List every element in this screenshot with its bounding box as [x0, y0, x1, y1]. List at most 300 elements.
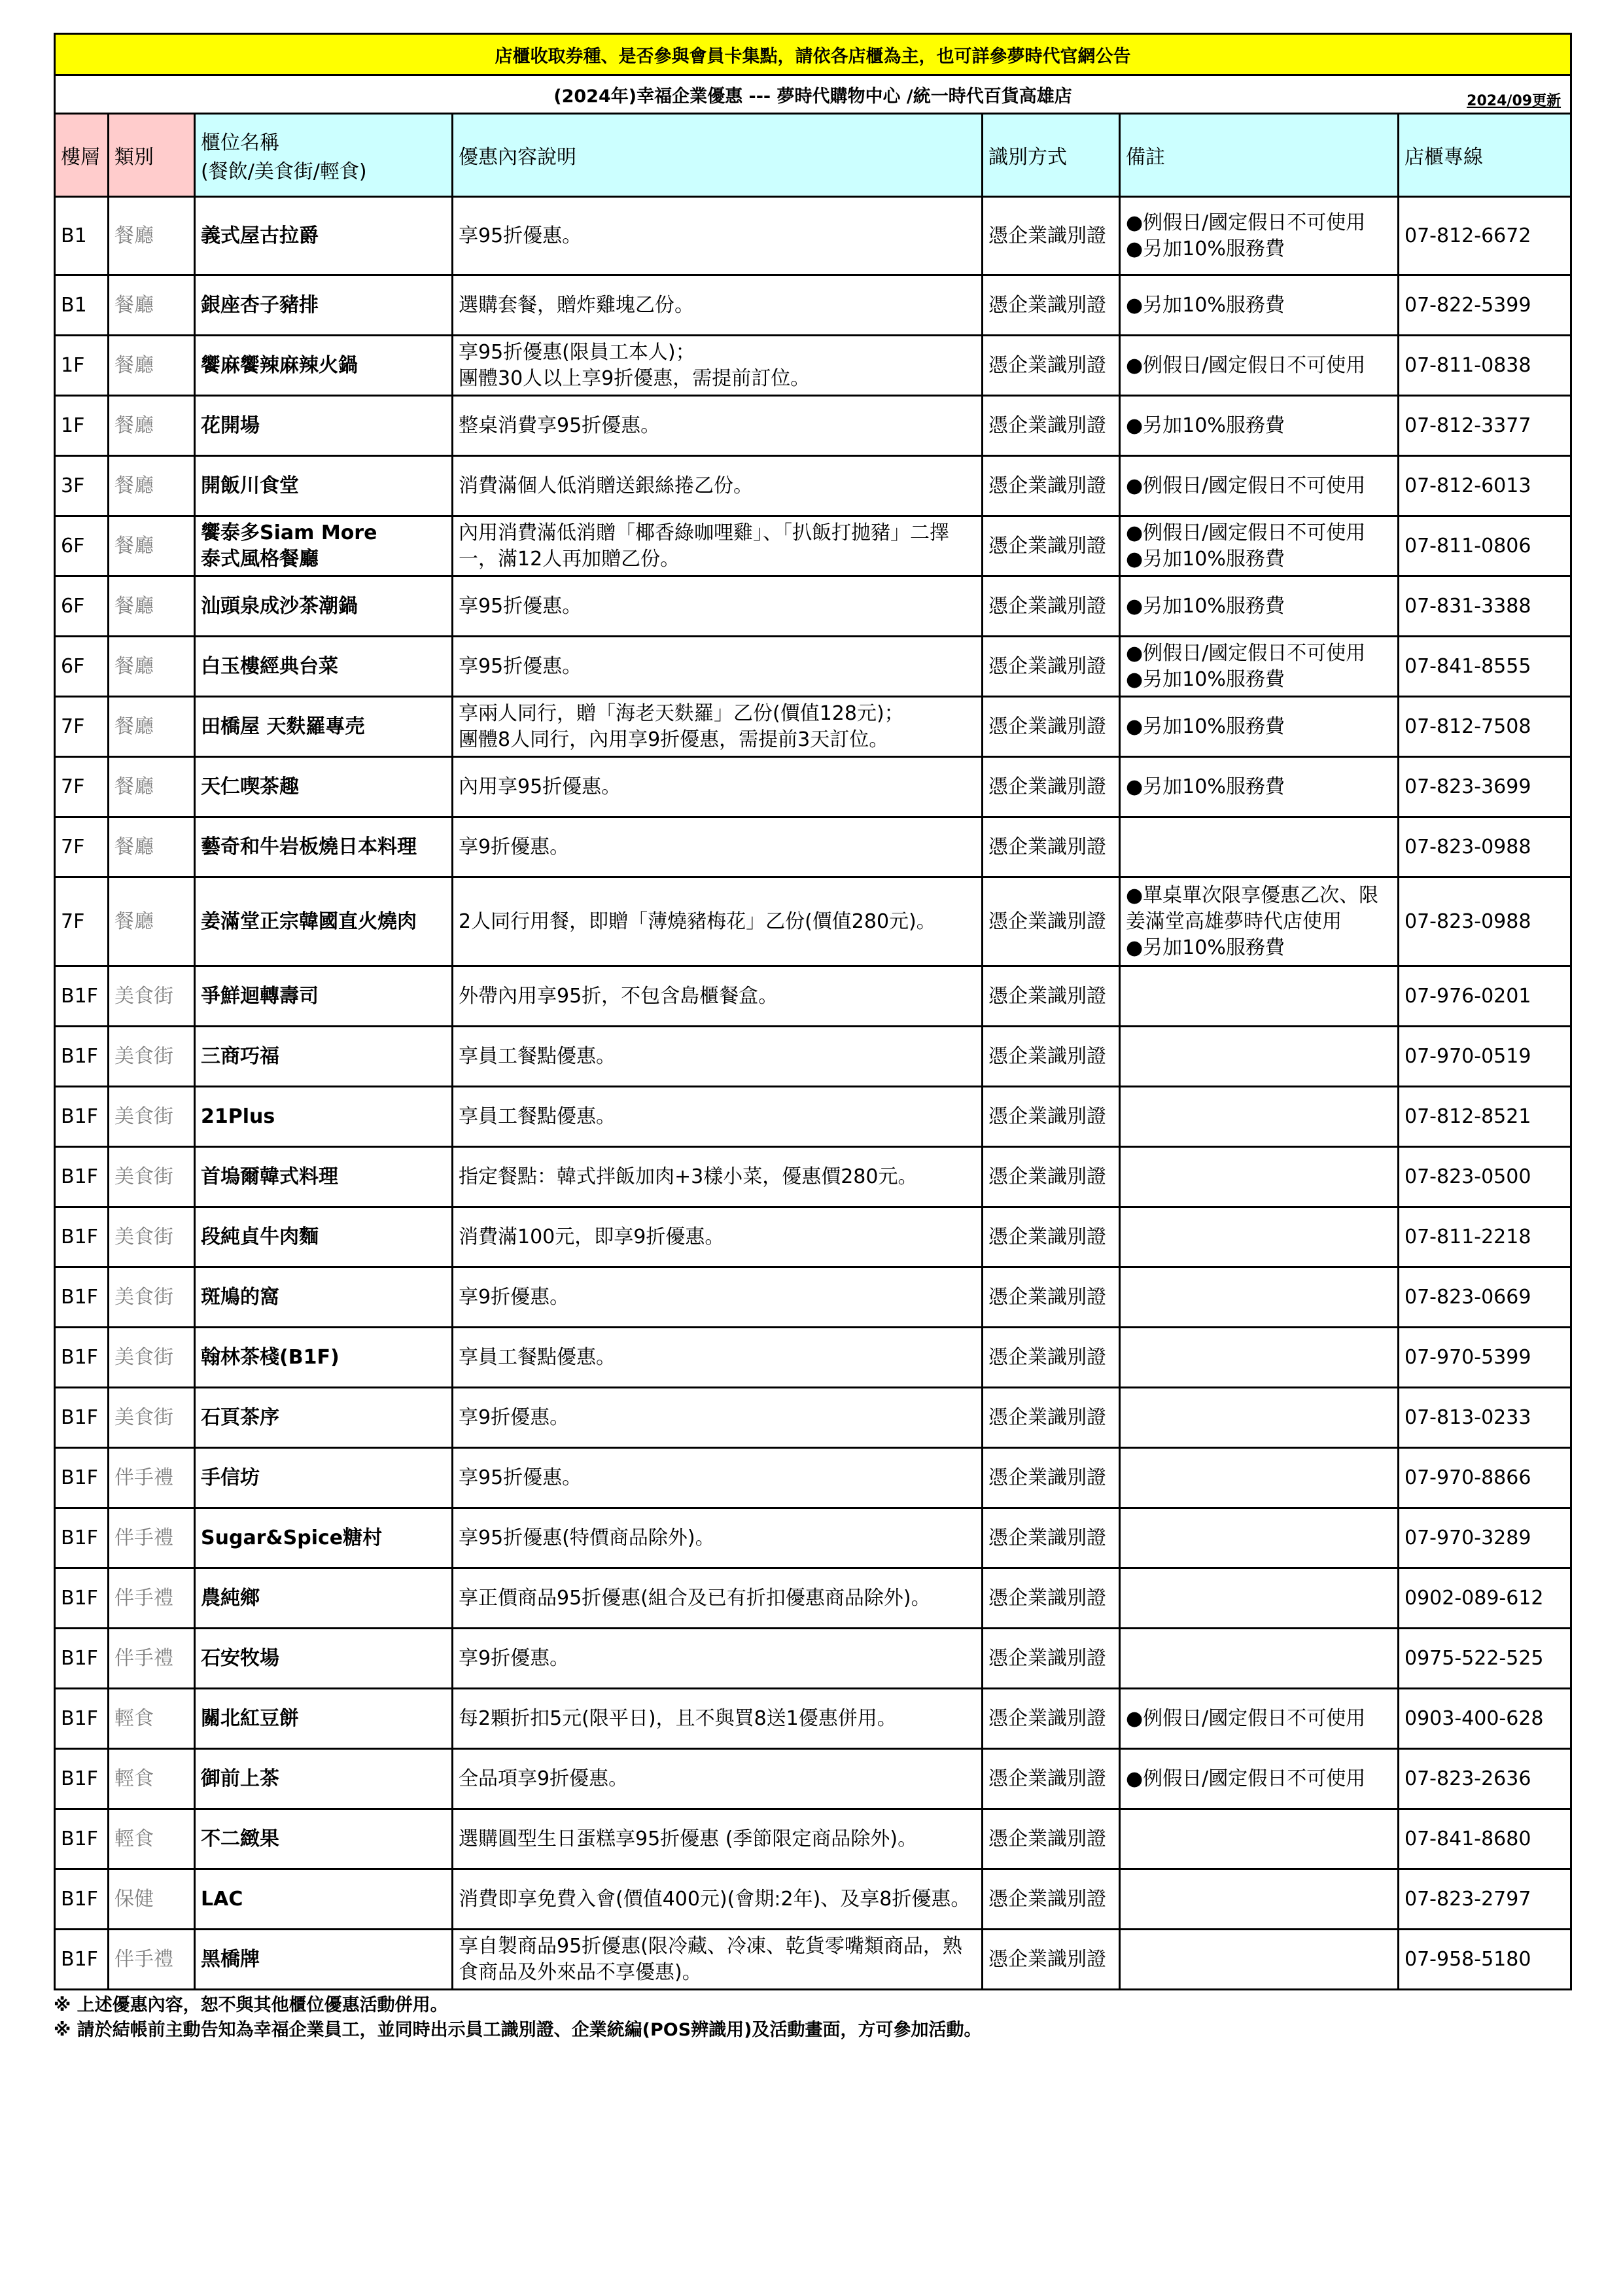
offer-cell — [453, 757, 983, 817]
offer-cell-line: 享9折優惠。 — [459, 1646, 570, 1670]
table-row — [55, 1869, 1571, 1930]
category-cell — [109, 1388, 195, 1448]
floor-cell-line: B1F — [61, 1225, 98, 1248]
store-cell-line: Sugar&Spice糖村 — [201, 1526, 383, 1549]
store-cell — [195, 1689, 453, 1749]
floor-cell-line: 6F — [61, 534, 85, 557]
category-cell-line: 餐廳 — [114, 835, 154, 858]
phone-cell-line: 07-823-2636 — [1405, 1767, 1531, 1790]
store-cell-line: LAC — [201, 1887, 243, 1911]
phone-cell — [1399, 1930, 1571, 1990]
floor-cell — [55, 817, 109, 877]
store-cell — [195, 516, 453, 576]
store-cell-line: 石頁茶序 — [201, 1405, 279, 1429]
floor-cell — [55, 516, 109, 576]
discount-table — [54, 33, 1572, 1990]
id-method-cell-line: 憑企業識別證 — [988, 1165, 1106, 1188]
floor-cell-line: 7F — [61, 775, 85, 798]
id-method-cell-line: 憑企業識別證 — [988, 835, 1106, 858]
header-store — [195, 114, 453, 197]
remarks-cell — [1120, 336, 1399, 396]
floor-cell-line: B1F — [61, 1405, 98, 1429]
category-cell — [109, 1267, 195, 1328]
store-cell-line: 花開場 — [201, 414, 260, 437]
header-phone: 店櫃專線 — [1399, 114, 1571, 197]
id-method-cell-line: 憑企業識別證 — [988, 414, 1106, 437]
category-cell-line: 餐廳 — [114, 654, 154, 678]
id-method-cell-line: 憑企業識別證 — [988, 293, 1106, 317]
offer-cell — [453, 1027, 983, 1087]
floor-cell — [55, 1869, 109, 1930]
phone-cell-line: 0903-400-628 — [1405, 1706, 1544, 1730]
category-cell — [109, 1689, 195, 1749]
floor-cell — [55, 1027, 109, 1087]
category-cell-line: 餐廳 — [114, 715, 154, 738]
store-cell — [195, 1448, 453, 1508]
store-cell-line: 饗泰多Siam More — [201, 521, 377, 544]
phone-cell-line: 07-811-2218 — [1405, 1225, 1531, 1248]
id-method-cell — [983, 1689, 1120, 1749]
phone-cell-line: 07-823-0988 — [1405, 835, 1531, 858]
store-cell — [195, 1328, 453, 1388]
offer-cell-line: 享9折優惠。 — [459, 1285, 570, 1309]
floor-cell-line: B1F — [61, 1586, 98, 1610]
phone-cell — [1399, 336, 1571, 396]
table-row — [55, 966, 1571, 1027]
category-cell — [109, 275, 195, 336]
category-cell-line: 伴手禮 — [114, 1947, 173, 1971]
store-cell — [195, 1027, 453, 1087]
remarks-cell — [1120, 1869, 1399, 1930]
id-method-cell-line: 憑企業識別證 — [988, 1646, 1106, 1670]
floor-cell — [55, 336, 109, 396]
phone-cell-line: 07-970-5399 — [1405, 1345, 1531, 1369]
id-method-cell — [983, 877, 1120, 966]
floor-cell-line: B1F — [61, 1887, 98, 1911]
store-cell-line: 義式屋古拉爵 — [201, 224, 319, 247]
header-category: 類別 — [109, 114, 195, 197]
category-cell — [109, 697, 195, 757]
offer-cell-line: 享員工餐點優惠。 — [459, 1345, 616, 1369]
phone-cell — [1399, 697, 1571, 757]
category-cell-line: 輕食 — [114, 1706, 154, 1730]
floor-cell — [55, 1809, 109, 1869]
store-cell-line: 21Plus — [201, 1104, 275, 1128]
category-cell — [109, 1087, 195, 1147]
table-row — [55, 1087, 1571, 1147]
store-cell — [195, 966, 453, 1027]
notice-text: 店櫃收取券種、是否參與會員卡集點，請依各店櫃為主，也可詳參夢時代官網公告 — [55, 34, 1571, 75]
store-cell-line: 天仁喫茶趣 — [201, 775, 299, 798]
remarks-cell-line: ●另加10%服務費 — [1126, 414, 1285, 437]
id-method-cell-line: 憑企業識別證 — [988, 1586, 1106, 1610]
offer-cell-line: 團體30人以上享9折優惠，需提前訂位。 — [459, 366, 811, 390]
category-cell — [109, 1207, 195, 1267]
header-id: 識別方式 — [983, 114, 1120, 197]
category-cell — [109, 1749, 195, 1809]
phone-cell-line: 07-811-0806 — [1405, 534, 1531, 557]
phone-cell — [1399, 1568, 1571, 1629]
id-method-cell — [983, 576, 1120, 637]
floor-cell — [55, 396, 109, 456]
phone-cell-line: 07-812-6013 — [1405, 474, 1531, 497]
category-cell-line: 伴手禮 — [114, 1586, 173, 1610]
id-method-cell-line: 憑企業識別證 — [988, 984, 1106, 1008]
id-method-cell-line: 憑企業識別證 — [988, 775, 1106, 798]
floor-cell — [55, 1568, 109, 1629]
remarks-cell — [1120, 877, 1399, 966]
phone-cell — [1399, 1147, 1571, 1207]
category-cell-line: 伴手禮 — [114, 1646, 173, 1670]
phone-cell — [1399, 516, 1571, 576]
floor-cell-line: 1F — [61, 353, 85, 377]
category-cell — [109, 1328, 195, 1388]
offer-cell-line: 享95折優惠。 — [459, 224, 582, 247]
store-cell-line: 段純貞牛肉麵 — [201, 1225, 319, 1248]
remarks-cell — [1120, 966, 1399, 1027]
id-method-cell — [983, 275, 1120, 336]
store-cell — [195, 877, 453, 966]
floor-cell — [55, 456, 109, 516]
table-row — [55, 1267, 1571, 1328]
remarks-cell — [1120, 1809, 1399, 1869]
table-row — [55, 576, 1571, 637]
id-method-cell-line: 憑企業識別證 — [988, 1947, 1106, 1971]
floor-cell-line: 1F — [61, 414, 85, 437]
store-cell-line: 藝奇和牛岩板燒日本料理 — [201, 835, 417, 858]
offer-cell-line: 享95折優惠。 — [459, 594, 582, 618]
category-cell-line: 餐廳 — [114, 293, 154, 317]
store-cell — [195, 197, 453, 275]
floor-cell-line: 3F — [61, 474, 85, 497]
phone-cell-line: 0902-089-612 — [1405, 1586, 1544, 1610]
id-method-cell-line: 憑企業識別證 — [988, 715, 1106, 738]
remarks-cell-line: ●另加10%服務費 — [1126, 547, 1285, 571]
table-row — [55, 1388, 1571, 1448]
floor-cell-line: B1F — [61, 1706, 98, 1730]
store-cell — [195, 1508, 453, 1568]
floor-cell-line: B1F — [61, 1345, 98, 1369]
store-cell — [195, 1087, 453, 1147]
table-row — [55, 1749, 1571, 1809]
category-cell — [109, 1809, 195, 1869]
remarks-cell — [1120, 1629, 1399, 1689]
offer-cell-line: 選購圓型生日蛋糕享95折優惠 (季節限定商品除外)。 — [459, 1827, 918, 1850]
id-method-cell — [983, 336, 1120, 396]
floor-cell — [55, 1508, 109, 1568]
phone-cell — [1399, 817, 1571, 877]
store-cell-line: 泰式風格餐廳 — [201, 547, 319, 571]
remarks-cell — [1120, 396, 1399, 456]
store-cell — [195, 1749, 453, 1809]
remarks-cell-line: ●例假日/國定假日不可使用 — [1126, 353, 1366, 377]
table-row — [55, 275, 1571, 336]
table-row — [55, 1328, 1571, 1388]
table-row — [55, 197, 1571, 275]
remarks-cell — [1120, 516, 1399, 576]
id-method-cell — [983, 1388, 1120, 1448]
floor-cell-line: B1F — [61, 1044, 98, 1068]
offer-cell-line: 消費滿個人低消贈送銀絲捲乙份。 — [459, 474, 753, 497]
store-cell — [195, 275, 453, 336]
phone-cell — [1399, 1689, 1571, 1749]
id-method-cell-line: 憑企業識別證 — [988, 1285, 1106, 1309]
phone-cell — [1399, 576, 1571, 637]
remarks-cell-line: ●另加10%服務費 — [1126, 775, 1285, 798]
category-cell — [109, 817, 195, 877]
category-cell-line: 餐廳 — [114, 474, 154, 497]
category-cell — [109, 456, 195, 516]
floor-cell-line: B1 — [61, 293, 87, 317]
offer-cell-line: 享員工餐點優惠。 — [459, 1104, 616, 1128]
floor-cell-line: B1F — [61, 1646, 98, 1670]
store-cell — [195, 1568, 453, 1629]
category-cell — [109, 1629, 195, 1689]
offer-cell-line: 享自製商品95折優惠(限冷藏、冷凍、乾貨零嘴類商品，熟食商品及外來品不享優惠)。 — [459, 1934, 962, 1984]
store-cell-line: 開飯川食堂 — [201, 474, 299, 497]
store-cell-line: 田橋屋 天麩羅專売 — [201, 715, 365, 738]
remarks-cell-line: ●另加10%服務費 — [1126, 667, 1285, 691]
id-method-cell-line: 憑企業識別證 — [988, 1887, 1106, 1911]
category-cell — [109, 1869, 195, 1930]
remarks-cell — [1120, 1689, 1399, 1749]
category-cell — [109, 516, 195, 576]
category-cell — [109, 1448, 195, 1508]
category-cell — [109, 1027, 195, 1087]
floor-cell-line: B1F — [61, 1466, 98, 1489]
id-method-cell — [983, 396, 1120, 456]
store-cell — [195, 1629, 453, 1689]
offer-cell-line: 每2顆折扣5元(限平日)，且不與買8送1優惠併用。 — [459, 1706, 897, 1730]
remarks-cell — [1120, 1328, 1399, 1388]
id-method-cell — [983, 1087, 1120, 1147]
id-method-cell — [983, 817, 1120, 877]
phone-cell — [1399, 275, 1571, 336]
offer-cell — [453, 1087, 983, 1147]
phone-cell-line: 07-811-0838 — [1405, 353, 1531, 377]
table-row — [55, 1147, 1571, 1207]
floor-cell — [55, 1448, 109, 1508]
store-cell — [195, 1147, 453, 1207]
category-cell — [109, 1147, 195, 1207]
category-cell-line: 美食街 — [114, 1044, 173, 1068]
store-cell — [195, 1267, 453, 1328]
floor-cell-line: B1F — [61, 1947, 98, 1971]
phone-cell-line: 07-970-0519 — [1405, 1044, 1531, 1068]
category-cell-line: 餐廳 — [114, 910, 154, 933]
category-cell-line: 美食街 — [114, 984, 173, 1008]
offer-cell-line: 享9折優惠。 — [459, 835, 570, 858]
remarks-cell — [1120, 1087, 1399, 1147]
floor-cell — [55, 757, 109, 817]
id-method-cell-line: 憑企業識別證 — [988, 1225, 1106, 1248]
offer-cell — [453, 637, 983, 697]
offer-cell — [453, 1207, 983, 1267]
floor-cell-line: 7F — [61, 910, 85, 933]
phone-cell-line: 07-976-0201 — [1405, 984, 1531, 1008]
header-offer: 優惠內容說明 — [453, 114, 983, 197]
phone-cell — [1399, 197, 1571, 275]
store-cell-line: 白玉樓經典台菜 — [201, 654, 338, 678]
offer-cell — [453, 877, 983, 966]
id-method-cell — [983, 1568, 1120, 1629]
floor-cell — [55, 877, 109, 966]
sheet-title: (2024年)幸福企業優惠 --- 夢時代購物中心 /統一時代百貨高雄店 — [553, 86, 1072, 107]
header-row — [55, 114, 1571, 197]
floor-cell-line: 7F — [61, 835, 85, 858]
category-cell-line: 美食街 — [114, 1285, 173, 1309]
footnote-2: ※ 請於結帳前主動告知為幸福企業員工，並同時出示員工識別證、企業統編(POS辨識用)及活動畫面，方可參加活動。 — [54, 2020, 982, 2040]
store-cell-line: 黑橋牌 — [201, 1947, 260, 1971]
category-cell-line: 美食街 — [114, 1165, 173, 1188]
category-cell — [109, 637, 195, 697]
remarks-cell — [1120, 1388, 1399, 1448]
offer-cell — [453, 1809, 983, 1869]
phone-cell — [1399, 1448, 1571, 1508]
phone-cell — [1399, 456, 1571, 516]
phone-cell — [1399, 1388, 1571, 1448]
table-row — [55, 637, 1571, 697]
id-method-cell-line: 憑企業識別證 — [988, 654, 1106, 678]
floor-cell-line: B1F — [61, 984, 98, 1008]
table-row — [55, 1448, 1571, 1508]
category-cell — [109, 1568, 195, 1629]
table-row — [55, 1207, 1571, 1267]
remarks-cell — [1120, 1267, 1399, 1328]
title-cell — [55, 75, 1571, 114]
id-method-cell — [983, 757, 1120, 817]
store-cell — [195, 817, 453, 877]
id-method-cell-line: 憑企業識別證 — [988, 353, 1106, 377]
floor-cell — [55, 637, 109, 697]
phone-cell — [1399, 757, 1571, 817]
store-cell — [195, 637, 453, 697]
floor-cell-line: B1F — [61, 1827, 98, 1850]
phone-cell-line: 07-831-3388 — [1405, 594, 1531, 618]
phone-cell — [1399, 1328, 1571, 1388]
remarks-cell — [1120, 456, 1399, 516]
store-cell — [195, 396, 453, 456]
offer-cell — [453, 275, 983, 336]
floor-cell-line: B1F — [61, 1104, 98, 1128]
remarks-cell — [1120, 1448, 1399, 1508]
table-row — [55, 396, 1571, 456]
phone-cell-line: 07-823-0988 — [1405, 910, 1531, 933]
remarks-cell-line: ●例假日/國定假日不可使用 — [1126, 211, 1366, 234]
store-cell-line: 爭鮮迴轉壽司 — [201, 984, 319, 1008]
offer-cell — [453, 697, 983, 757]
id-method-cell — [983, 1629, 1120, 1689]
id-method-cell — [983, 1328, 1120, 1388]
table-row — [55, 697, 1571, 757]
offer-cell-line: 2人同行用餐，即贈「薄燒豬梅花」乙份(價值280元)。 — [459, 910, 936, 933]
phone-cell — [1399, 1749, 1571, 1809]
offer-cell-line: 指定餐點：韓式拌飯加肉+3樣小菜，優惠價280元。 — [459, 1165, 918, 1188]
offer-cell — [453, 1448, 983, 1508]
offer-cell-line: 享正價商品95折優惠(組合及已有折扣優惠商品除外)。 — [459, 1586, 931, 1610]
category-cell-line: 美食街 — [114, 1225, 173, 1248]
floor-cell — [55, 275, 109, 336]
phone-cell — [1399, 1869, 1571, 1930]
category-cell — [109, 1930, 195, 1990]
phone-cell-line: 07-970-8866 — [1405, 1466, 1531, 1489]
category-cell-line: 伴手禮 — [114, 1526, 173, 1549]
id-method-cell-line: 憑企業識別證 — [988, 1044, 1106, 1068]
category-cell-line: 餐廳 — [114, 224, 154, 247]
id-method-cell — [983, 1027, 1120, 1087]
id-method-cell-line: 憑企業識別證 — [988, 1827, 1106, 1850]
store-cell-line: 斑鳩的窩 — [201, 1285, 279, 1309]
store-cell-line: 御前上茶 — [201, 1767, 279, 1790]
phone-cell-line: 07-841-8680 — [1405, 1827, 1531, 1850]
phone-cell — [1399, 1027, 1571, 1087]
category-cell-line: 餐廳 — [114, 594, 154, 618]
store-cell — [195, 1930, 453, 1990]
floor-cell-line: B1F — [61, 1285, 98, 1309]
id-method-cell — [983, 1508, 1120, 1568]
header-store-line1: 櫃位名稱 — [201, 132, 279, 154]
phone-cell-line: 07-812-8521 — [1405, 1104, 1531, 1128]
table-row — [55, 1930, 1571, 1990]
floor-cell-line: 6F — [61, 594, 85, 618]
remarks-cell-line: ●例假日/國定假日不可使用 — [1126, 1767, 1366, 1790]
remarks-cell-line: ●單桌單次限享優惠乙次、限姜滿堂高雄夢時代店使用 — [1126, 883, 1379, 933]
table-row — [55, 1809, 1571, 1869]
store-cell-line: 銀座杏子豬排 — [201, 293, 319, 317]
id-method-cell — [983, 1930, 1120, 1990]
offer-cell — [453, 1568, 983, 1629]
offer-cell-line: 享95折優惠(限員工本人)； — [459, 340, 695, 364]
id-method-cell — [983, 637, 1120, 697]
floor-cell-line: 7F — [61, 715, 85, 738]
floor-cell — [55, 1749, 109, 1809]
store-cell — [195, 336, 453, 396]
offer-cell — [453, 1869, 983, 1930]
category-cell-line: 餐廳 — [114, 414, 154, 437]
id-method-cell — [983, 197, 1120, 275]
offer-cell-line: 團體8人同行，內用享9折優惠，需提前3天訂位。 — [459, 728, 889, 751]
table-row — [55, 516, 1571, 576]
phone-cell-line: 07-813-0233 — [1405, 1405, 1531, 1429]
store-cell — [195, 1869, 453, 1930]
phone-cell-line: 07-958-5180 — [1405, 1947, 1531, 1971]
id-method-cell — [983, 1267, 1120, 1328]
title-row — [55, 75, 1571, 114]
category-cell-line: 輕食 — [114, 1767, 154, 1790]
table-row — [55, 877, 1571, 966]
floor-cell-line: 6F — [61, 654, 85, 678]
floor-cell — [55, 1689, 109, 1749]
store-cell-line: 不二緻果 — [201, 1827, 279, 1850]
table-row — [55, 456, 1571, 516]
remarks-cell-line: ●另加10%服務費 — [1126, 237, 1285, 260]
category-cell — [109, 966, 195, 1027]
offer-cell-line: 整桌消費享95折優惠。 — [459, 414, 661, 437]
remarks-cell — [1120, 1027, 1399, 1087]
remarks-cell-line: ●另加10%服務費 — [1126, 715, 1285, 738]
phone-cell-line: 07-970-3289 — [1405, 1526, 1531, 1549]
offer-cell — [453, 576, 983, 637]
offer-cell — [453, 1267, 983, 1328]
store-cell-line: 汕頭泉成沙茶潮鍋 — [201, 594, 358, 618]
floor-cell — [55, 966, 109, 1027]
phone-cell — [1399, 1508, 1571, 1568]
floor-cell — [55, 1930, 109, 1990]
remarks-cell — [1120, 1930, 1399, 1990]
table-body — [55, 197, 1571, 1990]
remarks-cell — [1120, 1749, 1399, 1809]
phone-cell-line: 07-823-0669 — [1405, 1285, 1531, 1309]
